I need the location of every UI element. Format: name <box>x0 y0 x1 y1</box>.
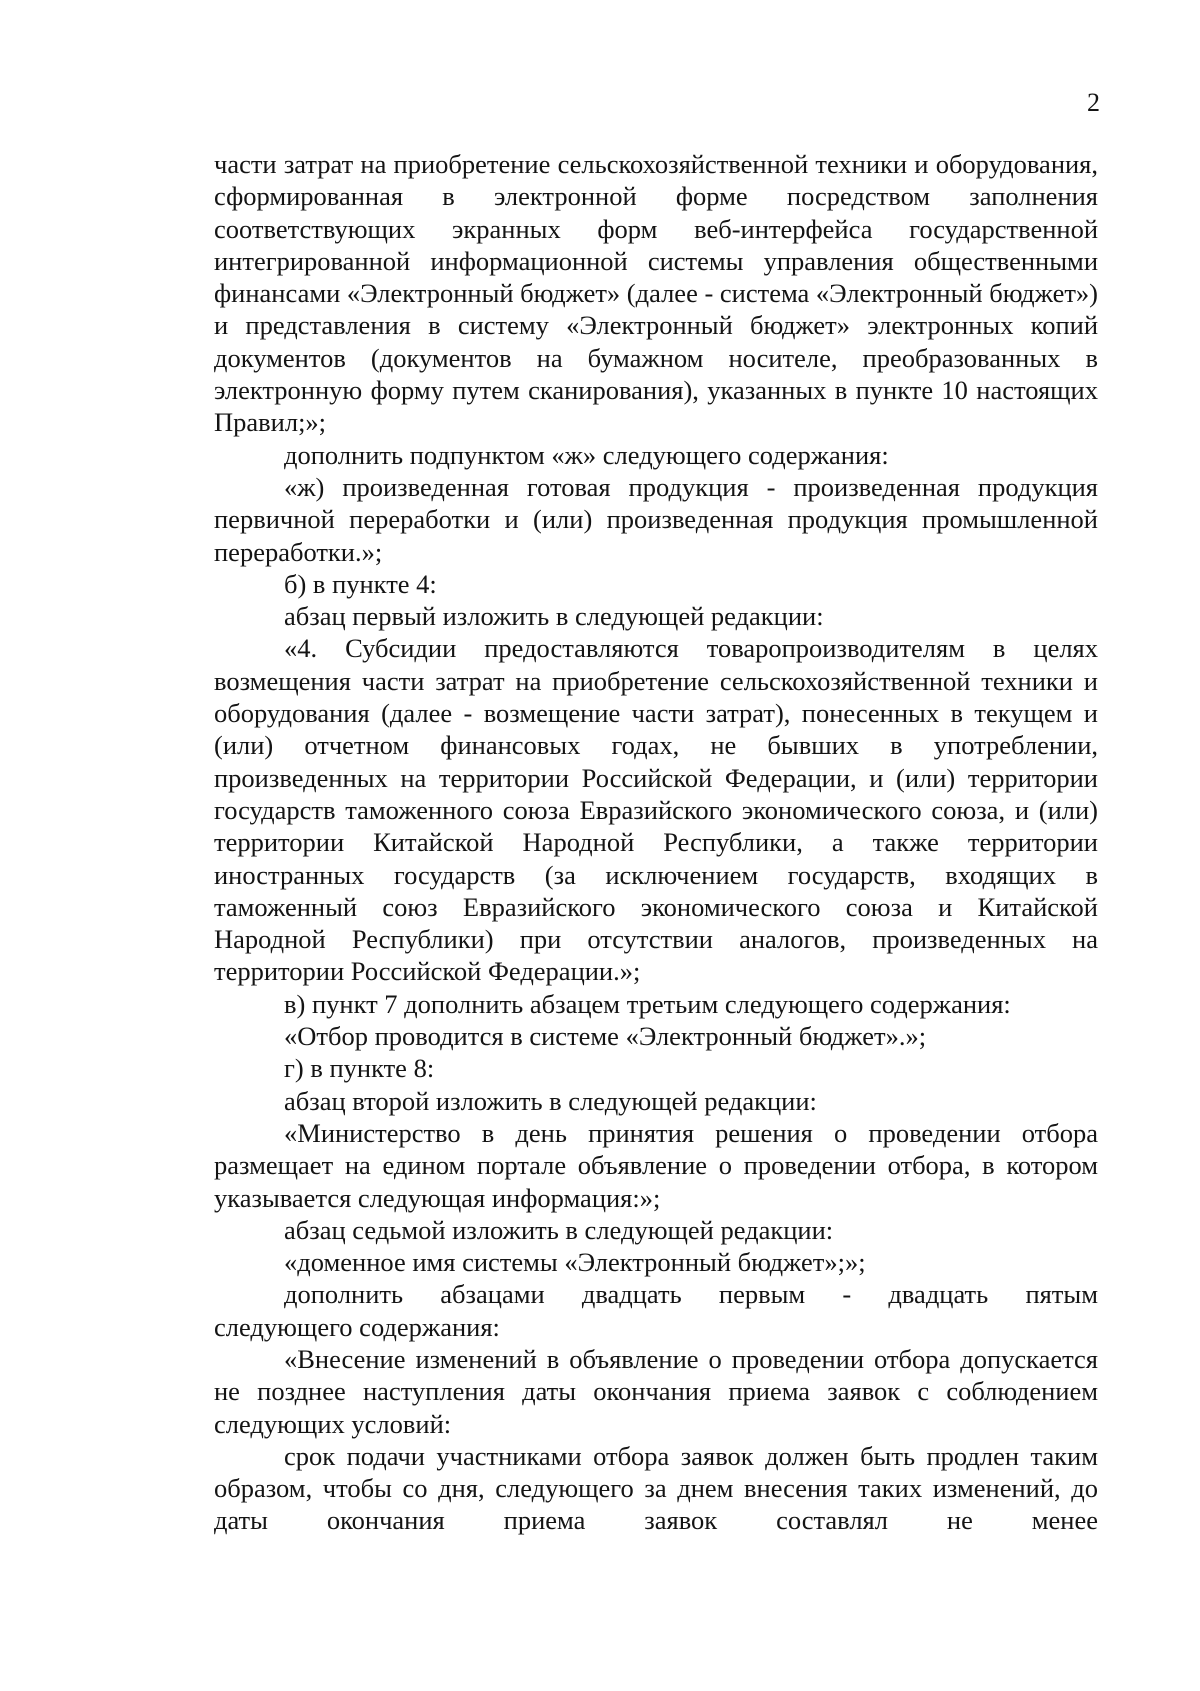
word: пятым <box>1025 1279 1098 1310</box>
paragraph: «4. Субсидии предоставляются товаропроизводителям в целях возмещения части затрат на приобретение сельскохозяйственной техники и оборудования (далее - возмещение части затрат), понесенных в текущем и (или) отчетном финансовых годах, не бывших в употреблении, произведенных на территории Российской Федерации, и (или) территории государств таможенного союза Евразийского экономического союза, и (или) территории Китайской Народной Республики, а также территории иностранных государств (за исключением государств, входящих в таможенный союз Евразийского экономического союза и Китайской Народной Республики) при отсутствии аналогов, произведенных на территории Российской Федерации.»; <box>214 633 1098 987</box>
paragraph: «ж) произведенная готовая продукция - произведенная продукция первичной переработки и (или) произведенная продукция промышленной переработки.»; <box>214 471 1098 567</box>
word: абзацами <box>440 1279 545 1310</box>
paragraph: «Внесение изменений в объявление о проведении отбора допускается не позднее наступления даты окончания приема заявок с соблюдением следующих условий: <box>214 1343 1098 1439</box>
paragraph: г) в пункте 8: <box>284 1053 435 1084</box>
paragraph-line <box>214 1278 1098 1310</box>
paragraph: части затрат на приобретение сельскохозяйственной техники и оборудования, сформированная в электронной форме посредством заполнения соответствующих экранных форм веб-интерфейса государственной интегрированной информационной системы управления общественными финансами «Электронный бюджет» (далее - система «Электронный бюджет») и представления в систему «Электронный бюджет» электронных копий документов (документов на бумажном носителе, преобразованных в электронную форму путем сканирования), указанных в пункте 10 настоящих Правил;»; <box>214 149 1099 438</box>
paragraph: в) пункт 7 дополнить абзацем третьим следующего содержания: <box>284 988 1011 1019</box>
paragraph: срок подачи участниками отбора заявок должен быть продлен таким образом, чтобы со дня, следующего за днем внесения таких изменений, до даты окончания приема заявок составлял не менее <box>214 1440 1098 1536</box>
word: первым <box>718 1279 806 1310</box>
page-number: 2 <box>1087 88 1100 117</box>
paragraph: «Отбор проводится в системе «Электронный бюджет».»; <box>284 1021 927 1052</box>
paragraph: дополнить подпунктом «ж» следующего содержания: <box>284 439 889 470</box>
paragraph: следующего содержания: <box>214 1311 500 1342</box>
word: двадцать <box>581 1279 682 1310</box>
paragraph: абзац первый изложить в следующей редакции: <box>284 601 824 632</box>
paragraph: абзац седьмой изложить в следующей редакции: <box>284 1214 834 1245</box>
paragraph: абзац второй изложить в следующей редакции: <box>284 1085 817 1116</box>
paragraph: б) в пункте 4: <box>284 568 437 599</box>
paragraph: «Министерство в день принятия решения о проведении отбора размещает на едином портале объявление о проведении отбора, в котором указывается следующая информация:»; <box>214 1117 1098 1213</box>
word: дополнить <box>284 1279 404 1310</box>
word: - <box>842 1279 852 1310</box>
paragraph: «доменное имя системы «Электронный бюджет»;»; <box>284 1247 866 1278</box>
document-body <box>214 148 1098 1537</box>
word: двадцать <box>888 1279 989 1310</box>
